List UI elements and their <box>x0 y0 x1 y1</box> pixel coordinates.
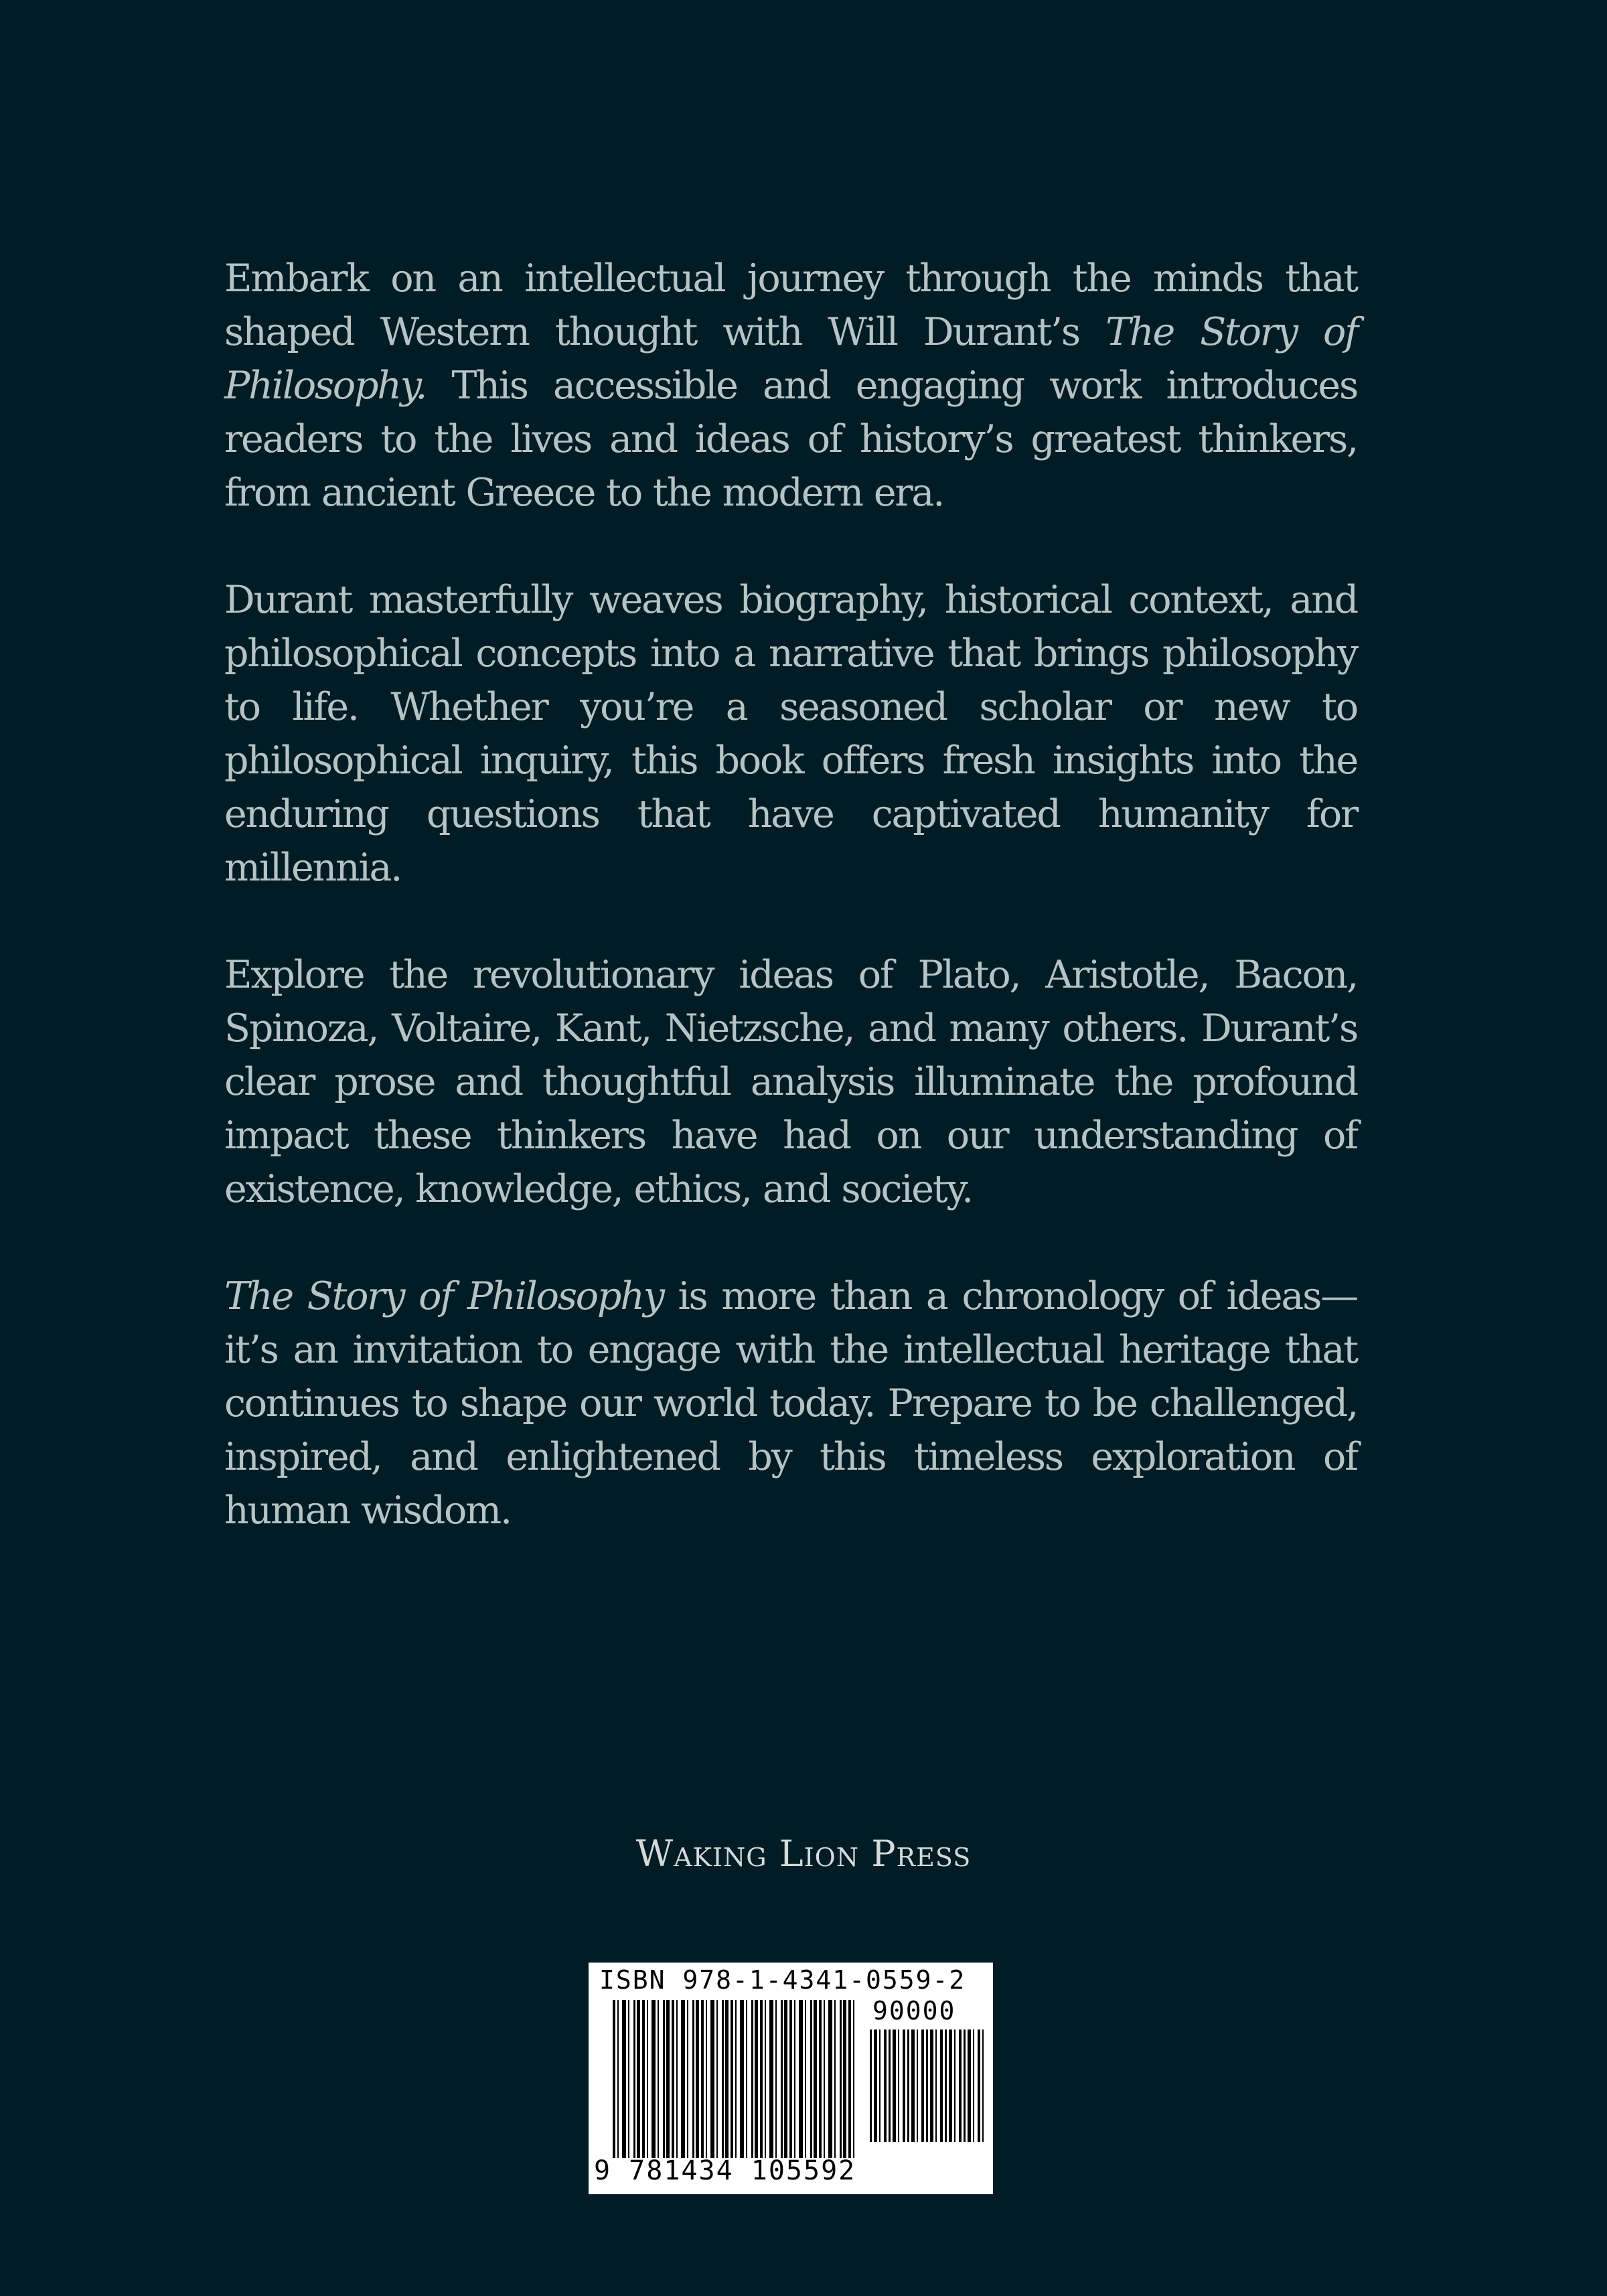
book-title-italic: The Story of Philosophy <box>224 1274 664 1318</box>
blurb-paragraph-4 <box>224 1270 1357 1537</box>
price-code: 90000 <box>872 1996 956 2025</box>
blurb-p1-text-b: This accessible and engaging work introduces readers to the lives and ideas of history’s greatest thinkers, from ancient Greece to the modern era. <box>224 364 1357 515</box>
blurb-p1-text-a: Embark on an intellectual journey through the minds that shaped Western thought with Will Durant’s <box>224 256 1357 354</box>
isbn-number: ISBN 978-1-4341-0559-2 <box>599 1965 966 1995</box>
book-title-italic: The Story of Philosophy. <box>224 310 1357 408</box>
ean-digits: 9 781434 105592 <box>594 2155 856 2186</box>
blurb-paragraph-2: Durant masterfully weaves biography, historical context, and philosophical concepts into a narrative that brings philosophy to life. Whether you’re a seasoned scholar or new to philosophical inquiry, this book offers fresh insights into the enduring questions that have captivated humanity for millennia. <box>224 578 1357 890</box>
publisher-name: Waking Lion Press <box>635 1833 972 1875</box>
back-cover-blurb <box>224 252 1357 1537</box>
ean-barcode-bars <box>613 2000 858 2158</box>
blurb-p4-text: is more than a chronology of ideas—it’s an invitation to engage with the intellectual heritage that continues to shape our world today. Prepare to be challenged, inspired, and enlightened by this timeless exploration of human wisdom. <box>224 1274 1357 1533</box>
isbn-barcode <box>589 1963 993 2194</box>
blurb-paragraph-3: Explore the revolutionary ideas of Plato, Aristotle, Bacon, Spinoza, Voltaire, Kant, Nietzsche, and many others. Durant’s clear prose and thoughtful analysis illuminate the profound impact these thinkers have had on our understanding of existence, knowledge, ethics, and society. <box>224 953 1357 1211</box>
addon-barcode-bars <box>870 2030 984 2142</box>
blurb-paragraph-1 <box>224 252 1357 520</box>
